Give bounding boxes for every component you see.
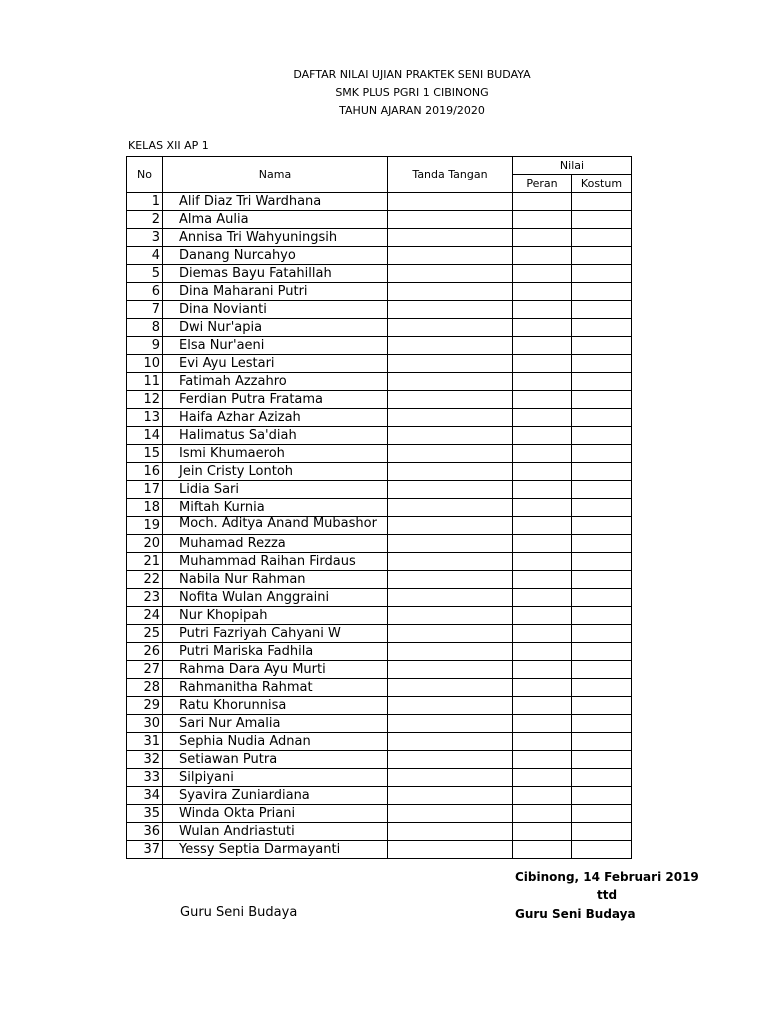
table-row — [127, 211, 632, 229]
student-name: Dina Maharani Putri — [179, 284, 308, 299]
student-name: Muhammad Raihan Firdaus — [179, 554, 356, 569]
signature-cell — [388, 589, 513, 607]
row-number: 24 — [127, 607, 163, 625]
table-row — [127, 517, 632, 535]
header-kostum: Kostum — [572, 175, 632, 193]
signature-cell — [388, 463, 513, 481]
row-number: 23 — [127, 589, 163, 607]
peran-score-cell — [513, 589, 572, 607]
student-name: Diemas Bayu Fatahillah — [179, 266, 332, 281]
peran-score-cell — [513, 229, 572, 247]
student-name: Moch. Aditya Anand Mubashor — [179, 516, 377, 531]
peran-score-cell — [513, 481, 572, 499]
student-name-cell — [163, 337, 388, 355]
signature-cell — [388, 517, 513, 535]
student-name-cell — [163, 481, 388, 499]
row-number: 33 — [127, 769, 163, 787]
signature-cell — [388, 265, 513, 283]
peran-score-cell — [513, 769, 572, 787]
table-row — [127, 841, 632, 859]
kostum-score-cell — [572, 499, 632, 517]
signature-cell — [388, 499, 513, 517]
signature-cell — [388, 805, 513, 823]
student-name-cell — [163, 427, 388, 445]
student-name: Alma Aulia — [179, 212, 249, 227]
kostum-score-cell — [572, 247, 632, 265]
student-name: Yessy Septia Darmayanti — [179, 842, 341, 857]
student-name-cell — [163, 229, 388, 247]
table-row — [127, 661, 632, 679]
class-label: KELAS XII AP 1 — [128, 139, 209, 152]
student-name: Nofita Wulan Anggraini — [179, 590, 330, 605]
peran-score-cell — [513, 427, 572, 445]
table-row — [127, 697, 632, 715]
signature-cell — [388, 373, 513, 391]
student-name: Ferdian Putra Fratama — [179, 392, 324, 407]
peran-score-cell — [513, 535, 572, 553]
signature-cell — [388, 643, 513, 661]
kostum-score-cell — [572, 445, 632, 463]
table-row — [127, 571, 632, 589]
peran-score-cell — [513, 661, 572, 679]
student-name-cell — [163, 211, 388, 229]
student-name-cell — [163, 409, 388, 427]
student-name-cell — [163, 391, 388, 409]
kostum-score-cell — [572, 607, 632, 625]
student-name: Setiawan Putra — [179, 752, 278, 767]
student-name-cell — [163, 445, 388, 463]
header-no: No — [127, 157, 163, 193]
table-row — [127, 247, 632, 265]
student-name: Putri Mariska Fadhila — [179, 644, 314, 659]
signature-cell — [388, 427, 513, 445]
peran-score-cell — [513, 553, 572, 571]
kostum-score-cell — [572, 751, 632, 769]
student-name: Nur Khopipah — [179, 608, 268, 623]
signature-cell — [388, 751, 513, 769]
table-row — [127, 787, 632, 805]
row-number: 7 — [127, 301, 163, 319]
student-name: Putri Fazriyah Cahyani W — [179, 626, 341, 641]
signature-cell — [388, 229, 513, 247]
signature-cell — [388, 247, 513, 265]
row-number: 21 — [127, 553, 163, 571]
kostum-score-cell — [572, 661, 632, 679]
kostum-score-cell — [572, 643, 632, 661]
table-row — [127, 535, 632, 553]
table-row — [127, 409, 632, 427]
student-name-cell — [163, 355, 388, 373]
peran-score-cell — [513, 805, 572, 823]
row-number: 29 — [127, 697, 163, 715]
student-name: Lidia Sari — [179, 482, 239, 497]
table-row — [127, 337, 632, 355]
peran-score-cell — [513, 643, 572, 661]
header-tanda-tangan: Tanda Tangan — [388, 157, 513, 193]
table-row — [127, 643, 632, 661]
row-number: 20 — [127, 535, 163, 553]
table-row — [127, 427, 632, 445]
signature-cell — [388, 697, 513, 715]
table-row — [127, 607, 632, 625]
student-name: Silpiyani — [179, 770, 234, 785]
table-row — [127, 463, 632, 481]
kostum-score-cell — [572, 355, 632, 373]
student-name: Sari Nur Amalia — [179, 716, 281, 731]
signature-cell — [388, 553, 513, 571]
peran-score-cell — [513, 697, 572, 715]
row-number: 5 — [127, 265, 163, 283]
table-row — [127, 391, 632, 409]
student-name-cell — [163, 571, 388, 589]
kostum-score-cell — [572, 715, 632, 733]
student-name: Wulan Andriastuti — [179, 824, 295, 839]
table-row — [127, 679, 632, 697]
table-row — [127, 355, 632, 373]
peran-score-cell — [513, 247, 572, 265]
kostum-score-cell — [572, 337, 632, 355]
table-row — [127, 301, 632, 319]
kostum-score-cell — [572, 409, 632, 427]
student-name: Danang Nurcahyo — [179, 248, 296, 263]
signature-cell — [388, 481, 513, 499]
peran-score-cell — [513, 751, 572, 769]
row-number: 3 — [127, 229, 163, 247]
student-name: Annisa Tri Wahyuningsih — [179, 230, 338, 245]
row-number: 4 — [127, 247, 163, 265]
peran-score-cell — [513, 499, 572, 517]
row-number: 28 — [127, 679, 163, 697]
student-name-cell — [163, 715, 388, 733]
table-row — [127, 733, 632, 751]
signature-cell — [388, 337, 513, 355]
student-name-cell — [163, 553, 388, 571]
peran-score-cell — [513, 733, 572, 751]
table-row — [127, 499, 632, 517]
signature-cell — [388, 787, 513, 805]
kostum-score-cell — [572, 787, 632, 805]
row-number: 19 — [127, 517, 163, 535]
student-name-cell — [163, 697, 388, 715]
student-name-cell — [163, 841, 388, 859]
table-row — [127, 751, 632, 769]
kostum-score-cell — [572, 625, 632, 643]
table-row — [127, 229, 632, 247]
kostum-score-cell — [572, 553, 632, 571]
peran-score-cell — [513, 625, 572, 643]
kostum-score-cell — [572, 319, 632, 337]
signature-cell — [388, 769, 513, 787]
row-number: 27 — [127, 661, 163, 679]
signature-cell — [388, 211, 513, 229]
row-number: 13 — [127, 409, 163, 427]
peran-score-cell — [513, 265, 572, 283]
header-peran: Peran — [513, 175, 572, 193]
table-row — [127, 265, 632, 283]
signature-cell — [388, 733, 513, 751]
signature-cell — [388, 841, 513, 859]
teacher-label-left: Guru Seni Budaya — [180, 905, 298, 920]
table-row — [127, 319, 632, 337]
table-body — [127, 193, 632, 859]
student-name: Sephia Nudia Adnan — [179, 734, 311, 749]
row-number: 22 — [127, 571, 163, 589]
kostum-score-cell — [572, 733, 632, 751]
peran-score-cell — [513, 409, 572, 427]
row-number: 16 — [127, 463, 163, 481]
row-number: 11 — [127, 373, 163, 391]
signature-cell — [388, 715, 513, 733]
student-name-cell — [163, 805, 388, 823]
student-name: Rahma Dara Ayu Murti — [179, 662, 326, 677]
student-name: Dina Novianti — [179, 302, 267, 317]
student-name-cell — [163, 787, 388, 805]
peran-score-cell — [513, 373, 572, 391]
student-name: Ismi Khumaeroh — [179, 446, 285, 461]
kostum-score-cell — [572, 805, 632, 823]
peran-score-cell — [513, 391, 572, 409]
row-number: 6 — [127, 283, 163, 301]
table-row — [127, 625, 632, 643]
table-row — [127, 823, 632, 841]
table-row — [127, 283, 632, 301]
kostum-score-cell — [572, 427, 632, 445]
signature-ttd: ttd — [597, 888, 618, 902]
kostum-score-cell — [572, 283, 632, 301]
signature-cell — [388, 445, 513, 463]
kostum-score-cell — [572, 697, 632, 715]
student-name-cell — [163, 733, 388, 751]
kostum-score-cell — [572, 373, 632, 391]
student-name-cell — [163, 643, 388, 661]
row-number: 35 — [127, 805, 163, 823]
kostum-score-cell — [572, 517, 632, 535]
student-name-cell — [163, 265, 388, 283]
row-number: 32 — [127, 751, 163, 769]
academic-year: TAHUN AJARAN 2019/2020 — [339, 104, 485, 117]
kostum-score-cell — [572, 481, 632, 499]
peran-score-cell — [513, 211, 572, 229]
row-number: 9 — [127, 337, 163, 355]
kostum-score-cell — [572, 391, 632, 409]
kostum-score-cell — [572, 211, 632, 229]
student-name: Ratu Khorunnisa — [179, 698, 287, 713]
kostum-score-cell — [572, 229, 632, 247]
student-name: Dwi Nur'apia — [179, 320, 263, 335]
row-number: 10 — [127, 355, 163, 373]
header-nilai: Nilai — [513, 157, 632, 175]
table-row — [127, 553, 632, 571]
student-name-cell — [163, 463, 388, 481]
student-name-cell — [163, 823, 388, 841]
row-number: 25 — [127, 625, 163, 643]
student-name: Halimatus Sa'diah — [179, 428, 297, 443]
student-name: Miftah Kurnia — [179, 500, 265, 515]
signature-cell — [388, 607, 513, 625]
signature-cell — [388, 391, 513, 409]
row-number: 18 — [127, 499, 163, 517]
student-name: Elsa Nur'aeni — [179, 338, 265, 353]
row-number: 26 — [127, 643, 163, 661]
student-name-cell — [163, 535, 388, 553]
kostum-score-cell — [572, 463, 632, 481]
student-name-cell — [163, 625, 388, 643]
table-row — [127, 445, 632, 463]
table-row — [127, 373, 632, 391]
signature-cell — [388, 319, 513, 337]
row-number: 15 — [127, 445, 163, 463]
kostum-score-cell — [572, 193, 632, 211]
student-name: Fatimah Azzahro — [179, 374, 287, 389]
student-name: Nabila Nur Rahman — [179, 572, 306, 587]
student-name: Haifa Azhar Azizah — [179, 410, 301, 425]
kostum-score-cell — [572, 841, 632, 859]
student-name-cell — [163, 607, 388, 625]
student-name: Jein Cristy Lontoh — [179, 464, 294, 479]
peran-score-cell — [513, 679, 572, 697]
kostum-score-cell — [572, 679, 632, 697]
document-title: DAFTAR NILAI UJIAN PRAKTEK SENI BUDAYA — [293, 68, 531, 81]
student-name: Winda Okta Priani — [179, 806, 296, 821]
kostum-score-cell — [572, 589, 632, 607]
student-name: Evi Ayu Lestari — [179, 356, 275, 371]
kostum-score-cell — [572, 769, 632, 787]
student-name-cell — [163, 319, 388, 337]
row-number: 31 — [127, 733, 163, 751]
signature-date: Cibinong, 14 Februari 2019 — [515, 870, 699, 884]
signature-cell — [388, 679, 513, 697]
peran-score-cell — [513, 463, 572, 481]
peran-score-cell — [513, 787, 572, 805]
row-number: 37 — [127, 841, 163, 859]
student-name: Alif Diaz Tri Wardhana — [179, 194, 322, 209]
peran-score-cell — [513, 283, 572, 301]
row-number: 12 — [127, 391, 163, 409]
row-number: 14 — [127, 427, 163, 445]
student-name-cell — [163, 679, 388, 697]
grade-table — [126, 156, 632, 859]
student-name-cell — [163, 751, 388, 769]
signature-cell — [388, 823, 513, 841]
student-name-cell — [163, 661, 388, 679]
row-number: 2 — [127, 211, 163, 229]
row-number: 36 — [127, 823, 163, 841]
table-row — [127, 589, 632, 607]
student-name-cell — [163, 373, 388, 391]
peran-score-cell — [513, 571, 572, 589]
table-row — [127, 715, 632, 733]
school-name: SMK PLUS PGRI 1 CIBINONG — [335, 86, 489, 99]
peran-score-cell — [513, 715, 572, 733]
peran-score-cell — [513, 823, 572, 841]
peran-score-cell — [513, 301, 572, 319]
row-number: 1 — [127, 193, 163, 211]
table-row — [127, 193, 632, 211]
row-number: 17 — [127, 481, 163, 499]
student-name: Syavira Zuniardiana — [179, 788, 310, 803]
student-name-cell — [163, 499, 388, 517]
kostum-score-cell — [572, 301, 632, 319]
kostum-score-cell — [572, 535, 632, 553]
row-number: 30 — [127, 715, 163, 733]
student-name-cell — [163, 301, 388, 319]
signature-cell — [388, 301, 513, 319]
row-number: 34 — [127, 787, 163, 805]
header-nama: Nama — [163, 157, 388, 193]
peran-score-cell — [513, 355, 572, 373]
student-name-cell — [163, 769, 388, 787]
student-name-cell — [163, 589, 388, 607]
kostum-score-cell — [572, 571, 632, 589]
peran-score-cell — [513, 607, 572, 625]
student-name-cell — [163, 193, 388, 211]
signature-cell — [388, 571, 513, 589]
student-name-cell — [163, 283, 388, 301]
signature-cell — [388, 661, 513, 679]
signature-cell — [388, 409, 513, 427]
student-name: Muhamad Rezza — [179, 536, 286, 551]
peran-score-cell — [513, 319, 572, 337]
table-row — [127, 769, 632, 787]
student-name-cell — [163, 517, 388, 535]
signature-cell — [388, 193, 513, 211]
table-row — [127, 805, 632, 823]
peran-score-cell — [513, 841, 572, 859]
row-number: 8 — [127, 319, 163, 337]
signature-cell — [388, 535, 513, 553]
student-name: Rahmanitha Rahmat — [179, 680, 313, 695]
table-row — [127, 481, 632, 499]
student-name-cell — [163, 247, 388, 265]
signature-cell — [388, 283, 513, 301]
peran-score-cell — [513, 517, 572, 535]
signature-cell — [388, 355, 513, 373]
peran-score-cell — [513, 193, 572, 211]
peran-score-cell — [513, 445, 572, 463]
signature-cell — [388, 625, 513, 643]
kostum-score-cell — [572, 823, 632, 841]
teacher-label-right: Guru Seni Budaya — [515, 907, 636, 921]
peran-score-cell — [513, 337, 572, 355]
kostum-score-cell — [572, 265, 632, 283]
